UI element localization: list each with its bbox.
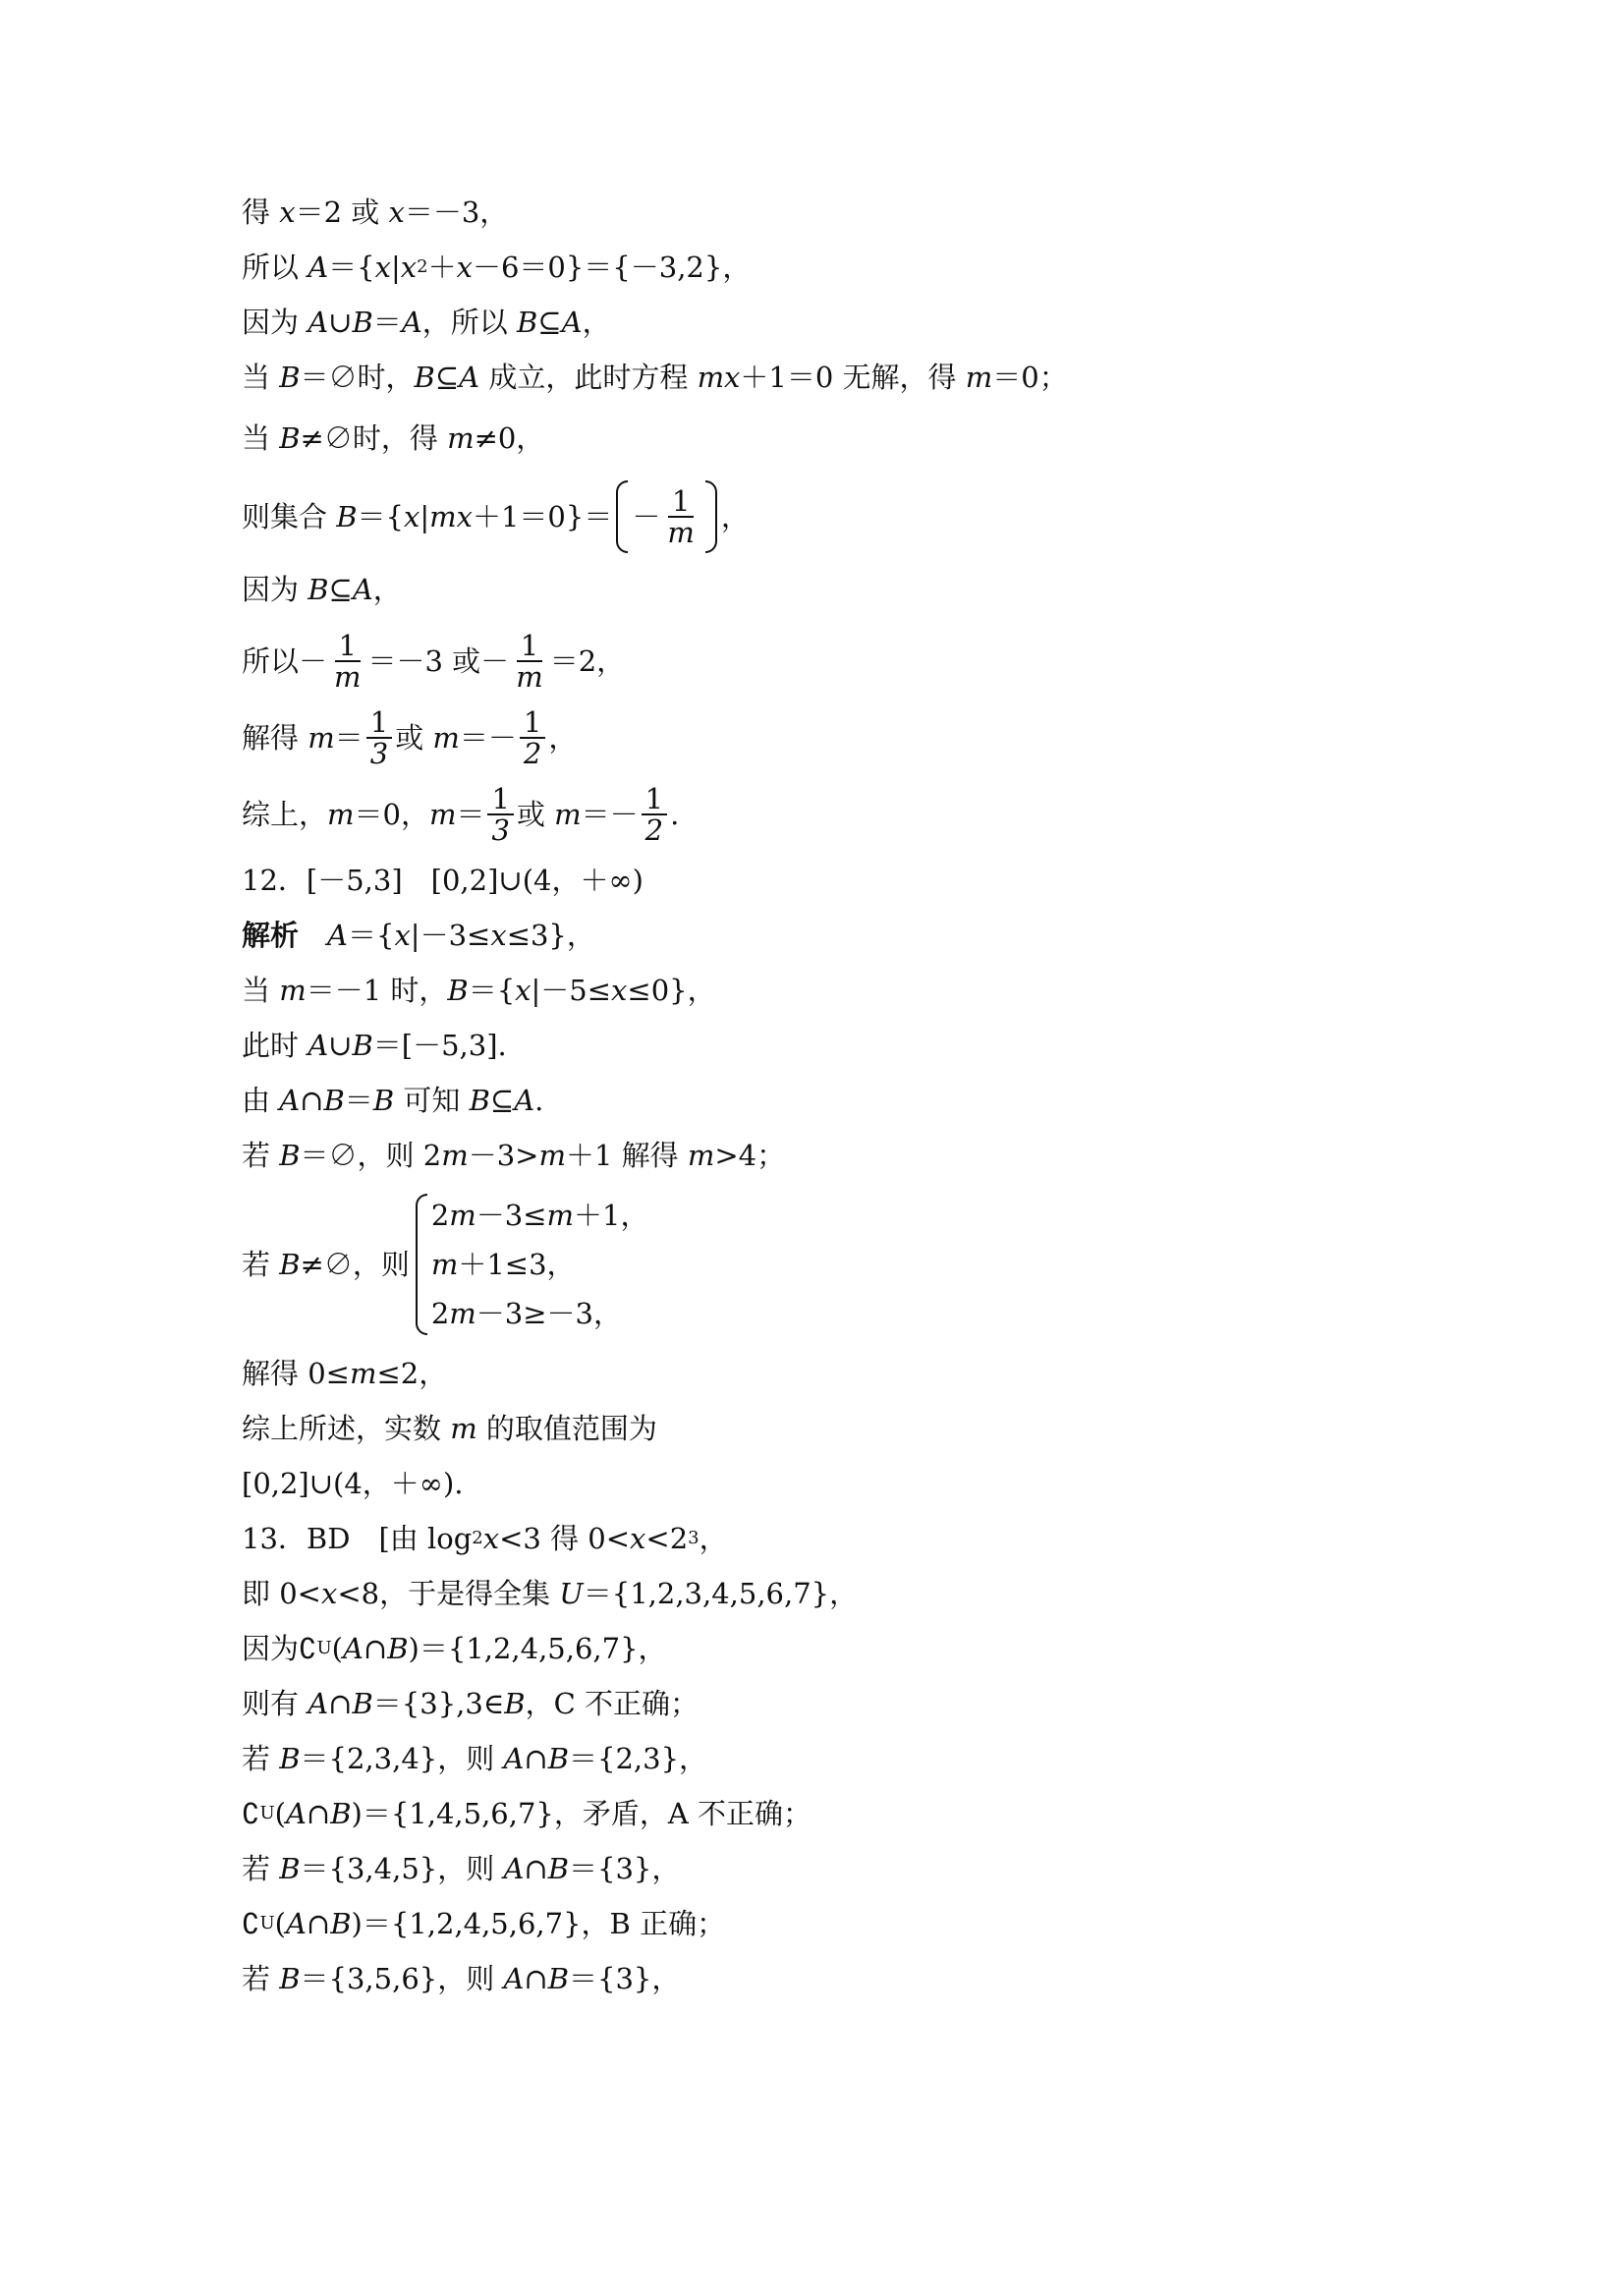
math-variable: A <box>503 1962 525 1995</box>
text-run: ＝ <box>456 798 485 831</box>
text-run: ＋1， <box>574 1199 649 1232</box>
fraction-denominator: 2 <box>644 813 664 847</box>
text-line <box>242 1354 1421 1393</box>
math-variable: x <box>611 974 628 1007</box>
text-line <box>242 1574 1421 1613</box>
text-run: ⊆ <box>537 306 562 339</box>
text-run: ＝{3,4,5}，则 <box>300 1852 504 1885</box>
text-line <box>242 707 1421 768</box>
text-line: 因为∁ U ( A ∩ B )＝{1,2,4,5,6,7}， <box>242 1629 1421 1668</box>
math-variable: x <box>456 251 473 284</box>
text-run: ＋1≤3， <box>458 1248 576 1281</box>
text-run: ＝[－5,3]. <box>372 1029 507 1062</box>
text-run: 成立，此时方程 <box>479 361 698 394</box>
math-variable: m <box>554 798 582 831</box>
text-run: 若 <box>242 1139 280 1172</box>
text-run: －3≥－3， <box>476 1297 622 1330</box>
text-run: 若 <box>242 1852 280 1885</box>
math-variable: x <box>515 974 532 1007</box>
math-variable: x <box>279 196 296 229</box>
text-run: ∁ <box>242 1797 260 1830</box>
system-rows <box>431 1191 649 1338</box>
text-run: ＝{3},3∈ <box>372 1687 505 1720</box>
text-run: ＝ <box>344 1084 373 1117</box>
math-variable: m <box>538 1139 566 1172</box>
math-variable: A <box>285 1797 307 1830</box>
text-run: ＝－1 时， <box>306 974 448 1007</box>
text-run: ＋1 解得 <box>565 1139 688 1172</box>
text-run: ≤2， <box>376 1357 448 1390</box>
text-run: ＝{1,2,3,4,5,6,7}， <box>583 1577 859 1610</box>
math-variable: m <box>450 1412 477 1445</box>
math-variable: x <box>374 251 391 284</box>
math-variable: B <box>414 361 435 394</box>
math-variable: A <box>308 251 329 284</box>
text-run: 因为 <box>242 573 308 606</box>
text-run: ＝{ <box>468 974 516 1007</box>
fraction <box>487 784 513 845</box>
text-run: 可知 <box>394 1084 470 1117</box>
text-run: 2 <box>430 1199 450 1232</box>
text-run: ∁ <box>242 1907 260 1940</box>
math-variable: B <box>547 1962 570 1995</box>
solution-text <box>242 193 1421 1998</box>
math-variable: B <box>330 1797 352 1830</box>
fraction-denominator: 2 <box>523 737 542 770</box>
math-variable: B <box>352 306 373 339</box>
text-run: ⊆ <box>489 1084 515 1117</box>
text-line <box>242 1136 1421 1175</box>
text-line <box>242 1191 1421 1338</box>
text-run: ≠∅时，得 <box>300 421 448 455</box>
text-run: ，C 不正确； <box>525 1687 700 1720</box>
text-run: ＝{3,5,6}，则 <box>300 1962 504 1995</box>
math-variable: m <box>279 974 307 1007</box>
math-variable: m <box>441 1139 469 1172</box>
text-run: ( <box>274 1797 286 1830</box>
text-run: <8，于是得全集 <box>337 1577 560 1610</box>
system-row <box>431 1289 649 1338</box>
text-run: ≤3}， <box>506 919 595 952</box>
text-run: ＝ <box>334 721 364 755</box>
math-variable: B <box>352 1029 373 1062</box>
text-run: |－5≤ <box>531 974 612 1007</box>
text-run: 若 <box>242 1962 280 1995</box>
math-variable: m <box>432 721 460 755</box>
math-variable: B <box>279 1248 301 1281</box>
equation-system <box>416 1191 649 1338</box>
text-run: )＝{1,2,4,5,6,7}，B 正确； <box>351 1907 726 1940</box>
text-line: 所以 A ＝{ x | x 2 ＋ x －6＝0}＝{－3,2}， <box>242 248 1421 287</box>
math-variable: x <box>320 1577 338 1610</box>
math-variable: m <box>449 1199 476 1232</box>
text-run: 当 <box>242 421 280 455</box>
left-brace <box>616 480 628 553</box>
system-row <box>431 1191 649 1240</box>
math-variable: B <box>547 1742 570 1775</box>
math-variable: B <box>387 1632 409 1665</box>
math-variable: m <box>447 421 475 455</box>
text-run: ＝{3}， <box>569 1962 681 1995</box>
math-variable: x <box>482 1522 500 1555</box>
math-variable: mx <box>429 500 473 533</box>
text-run: 或 <box>516 798 555 831</box>
math-variable: B <box>279 1139 301 1172</box>
text-run: <2 <box>645 1522 689 1555</box>
math-variable: A <box>327 919 348 952</box>
text-run: ＝{ <box>347 919 395 952</box>
text-run: ≠∅，则 <box>300 1248 410 1281</box>
fraction-numerator: 1 <box>642 784 667 815</box>
text-line <box>242 358 1421 397</box>
answer-heading-12 <box>242 861 1421 900</box>
text-run: ＝ <box>372 306 402 339</box>
text-run: 若 <box>242 1742 280 1775</box>
math-variable: x <box>394 919 411 952</box>
math-variable: m <box>965 361 993 394</box>
text-run: ＝{3}， <box>569 1852 681 1885</box>
text-run: 得 <box>242 196 280 229</box>
math-variable: B <box>279 421 301 455</box>
text-run: ，所以 <box>421 306 517 339</box>
text-run: | <box>420 500 430 533</box>
math-variable: x <box>400 251 418 284</box>
text-run: ＋1＝0 无解，得 <box>740 361 966 394</box>
text-run: 所以 <box>242 251 308 284</box>
math-variable: B <box>447 974 469 1007</box>
math-variable: A <box>308 1687 329 1720</box>
system-brace <box>416 1194 427 1335</box>
text-run: ∩ <box>524 1742 548 1775</box>
text-run: －6＝0}＝{－3,2}， <box>472 251 752 284</box>
text-run: ∩ <box>328 1687 353 1720</box>
answer-heading-13: 13．BD [由 log 2 x <3 得 0< x <2 3 ， <box>242 1519 1421 1558</box>
text-run: 若 <box>242 1248 280 1281</box>
fraction-denominator: m <box>334 660 362 694</box>
text-line <box>242 419 1421 458</box>
text-run: ， <box>372 573 402 606</box>
math-variable: A <box>308 1029 329 1062</box>
text-run: 解得 <box>242 721 308 755</box>
text-run: 当 <box>242 361 280 394</box>
fraction-numerator: 1 <box>335 631 361 662</box>
math-variable: m <box>430 1248 459 1281</box>
math-variable: B <box>279 1962 301 1995</box>
right-brace <box>705 480 717 553</box>
fraction-numerator: 1 <box>517 631 542 662</box>
text-run: ⊆ <box>328 573 353 606</box>
text-run: <3 得 0< <box>499 1522 631 1555</box>
text-run: ＋ <box>427 251 457 284</box>
math-variable: x <box>403 500 420 533</box>
text-run: ( <box>274 1907 286 1940</box>
text-run: ＝－ <box>581 798 639 831</box>
text-run: 解得 0≤ <box>242 1357 350 1390</box>
math-variable: B <box>547 1852 570 1885</box>
math-variable: B <box>469 1084 490 1117</box>
text-run: ＝－3， <box>404 196 509 229</box>
math-variable: A <box>503 1852 525 1885</box>
text-run: ∩ <box>306 1907 331 1940</box>
text-run: 的取值范围为 <box>476 1412 657 1445</box>
text-line <box>242 1409 1421 1448</box>
math-variable: A <box>285 1907 307 1940</box>
text-run: ， <box>720 500 750 533</box>
math-variable: m <box>687 1139 715 1172</box>
math-variable: m <box>449 1297 476 1330</box>
text-line <box>242 193 1421 232</box>
text-run: 即 0< <box>242 1577 321 1610</box>
math-variable: B <box>323 1084 345 1117</box>
math-variable: B <box>504 1687 526 1720</box>
math-variable: B <box>330 1907 352 1940</box>
text-run: － <box>632 500 661 533</box>
fraction-denominator: m <box>516 660 543 694</box>
text-run: )＝{1,2,4,5,6,7}， <box>408 1632 667 1665</box>
math-variable: B <box>279 361 301 394</box>
fraction-denominator: 3 <box>491 813 510 847</box>
math-variable: A <box>342 1632 364 1665</box>
text-run: －3> <box>468 1139 539 1172</box>
text-line <box>242 1739 1421 1778</box>
math-variable: B <box>279 1742 301 1775</box>
text-run: 由 <box>242 1084 280 1117</box>
text-run: | <box>390 251 401 284</box>
text-run: ＝－3 或－ <box>367 644 510 678</box>
text-run: ＝0； <box>992 361 1068 394</box>
set-contents <box>632 486 701 547</box>
math-variable: A <box>503 1742 525 1775</box>
fraction <box>330 631 365 692</box>
text-run: 因为 <box>242 306 308 339</box>
text-run: 所以－ <box>242 644 328 678</box>
fraction <box>512 631 547 692</box>
text-run: ＝2 或 <box>295 196 389 229</box>
text-run: ＝2， <box>549 644 626 678</box>
text-run: 2 <box>430 1297 450 1330</box>
text-line <box>242 631 1421 692</box>
text-run: ＝{2,3,4}，则 <box>300 1742 504 1775</box>
math-variable: m <box>546 1199 575 1232</box>
text-line <box>242 303 1421 342</box>
text-run: 12．[－5,3] [0,2]∪(4，＋∞) <box>242 864 644 897</box>
system-row <box>431 1240 649 1289</box>
math-variable: x <box>630 1522 646 1555</box>
fraction-numerator: 1 <box>520 707 545 739</box>
math-variable: mx <box>697 361 741 394</box>
math-variable: A <box>459 361 480 394</box>
text-line <box>242 1959 1421 1998</box>
text-run: ， <box>699 1522 728 1555</box>
text-run: 13．BD [由 log <box>242 1522 473 1555</box>
text-run: ∪ <box>328 1029 353 1062</box>
math-variable: B <box>279 1852 301 1885</box>
text-run: ＋1＝0}＝ <box>472 500 613 533</box>
text-run: [0,2]∪(4，＋∞). <box>242 1467 464 1500</box>
text-run: ∩ <box>524 1962 548 1995</box>
text-run: ＝{2,3}， <box>569 1742 708 1775</box>
text-run: ≤0}， <box>627 974 716 1007</box>
text-run: ＝∅时， <box>300 361 415 394</box>
text-run: ＝{ <box>357 500 404 533</box>
fraction <box>366 707 392 768</box>
fraction-denominator: m <box>667 516 695 549</box>
text-run: ＝{ <box>328 251 375 284</box>
text-run: |－3≤ <box>410 919 491 952</box>
text-line <box>242 1081 1421 1120</box>
text-run: ＝∅，则 2 <box>300 1139 442 1172</box>
math-variable: A <box>561 306 583 339</box>
math-variable: A <box>279 1084 301 1117</box>
fraction <box>642 784 667 845</box>
text-run: ∩ <box>524 1852 548 1885</box>
text-run: 综上， <box>242 798 328 831</box>
text-line <box>242 1684 1421 1723</box>
fraction-denominator: 3 <box>369 737 389 770</box>
math-variable: B <box>308 573 329 606</box>
text-run: . <box>534 1084 544 1117</box>
text-run: ， <box>582 306 611 339</box>
text-line <box>242 784 1421 845</box>
math-variable: A <box>352 573 373 606</box>
text-run: ∩ <box>300 1084 324 1117</box>
text-line: ∁ U ( A ∩ B )＝{1,2,4,5,6,7}，B 正确； <box>242 1904 1421 1943</box>
fraction <box>520 707 545 768</box>
text-run: －3≤ <box>476 1199 547 1232</box>
fraction-numerator: 1 <box>487 784 513 815</box>
fraction-numerator: 1 <box>366 707 392 739</box>
text-line <box>242 479 1421 554</box>
text-line <box>242 1026 1421 1065</box>
text-run: ＝0， <box>354 798 429 831</box>
text-run: 当 <box>242 974 280 1007</box>
text-run: >4； <box>714 1139 786 1172</box>
text-run: 此时 <box>242 1029 308 1062</box>
text-run: ∩ <box>363 1632 388 1665</box>
set-braces <box>616 479 717 554</box>
text-line <box>242 1849 1421 1888</box>
math-variable: x <box>490 919 507 952</box>
text-run: ⊆ <box>434 361 460 394</box>
math-variable: A <box>401 306 422 339</box>
text-run <box>299 916 327 955</box>
text-line <box>242 971 1421 1010</box>
text-run: 综上所述，实数 <box>242 1412 451 1445</box>
math-variable: m <box>349 1357 377 1390</box>
math-variable: m <box>308 721 335 755</box>
text-run: ∩ <box>306 1797 331 1830</box>
text-run: )＝{1,4,5,6,7}，矛盾，A 不正确； <box>351 1797 812 1830</box>
text-line: ∁ U ( A ∩ B )＝{1,4,5,6,7}，矛盾，A 不正确； <box>242 1794 1421 1833</box>
math-variable: B <box>372 1084 395 1117</box>
text-run: ＝－ <box>459 721 517 755</box>
text-run: ∪ <box>328 306 353 339</box>
text-line <box>242 1464 1421 1503</box>
text-line <box>242 916 1421 955</box>
text-run: 则集合 <box>242 500 337 533</box>
text-run: 或 <box>395 721 433 755</box>
text-run: 则有 <box>242 1687 308 1720</box>
math-variable: A <box>308 306 329 339</box>
math-variable: B <box>336 500 358 533</box>
math-variable: B <box>352 1687 373 1720</box>
text-run: ≠0， <box>474 421 545 455</box>
text-run: 因为∁ <box>242 1632 317 1665</box>
text-run: . <box>670 798 680 831</box>
math-variable: U <box>559 1577 584 1610</box>
math-variable: x <box>388 196 405 229</box>
text-line <box>242 570 1421 609</box>
fraction <box>663 486 699 547</box>
math-variable: B <box>516 306 538 339</box>
text-run: ( <box>331 1632 343 1665</box>
section-label: 解析 <box>242 919 300 952</box>
text-run: ， <box>548 721 578 755</box>
math-variable: m <box>327 798 355 831</box>
fraction-numerator: 1 <box>668 486 694 518</box>
math-variable: A <box>514 1084 535 1117</box>
math-variable: m <box>428 798 457 831</box>
